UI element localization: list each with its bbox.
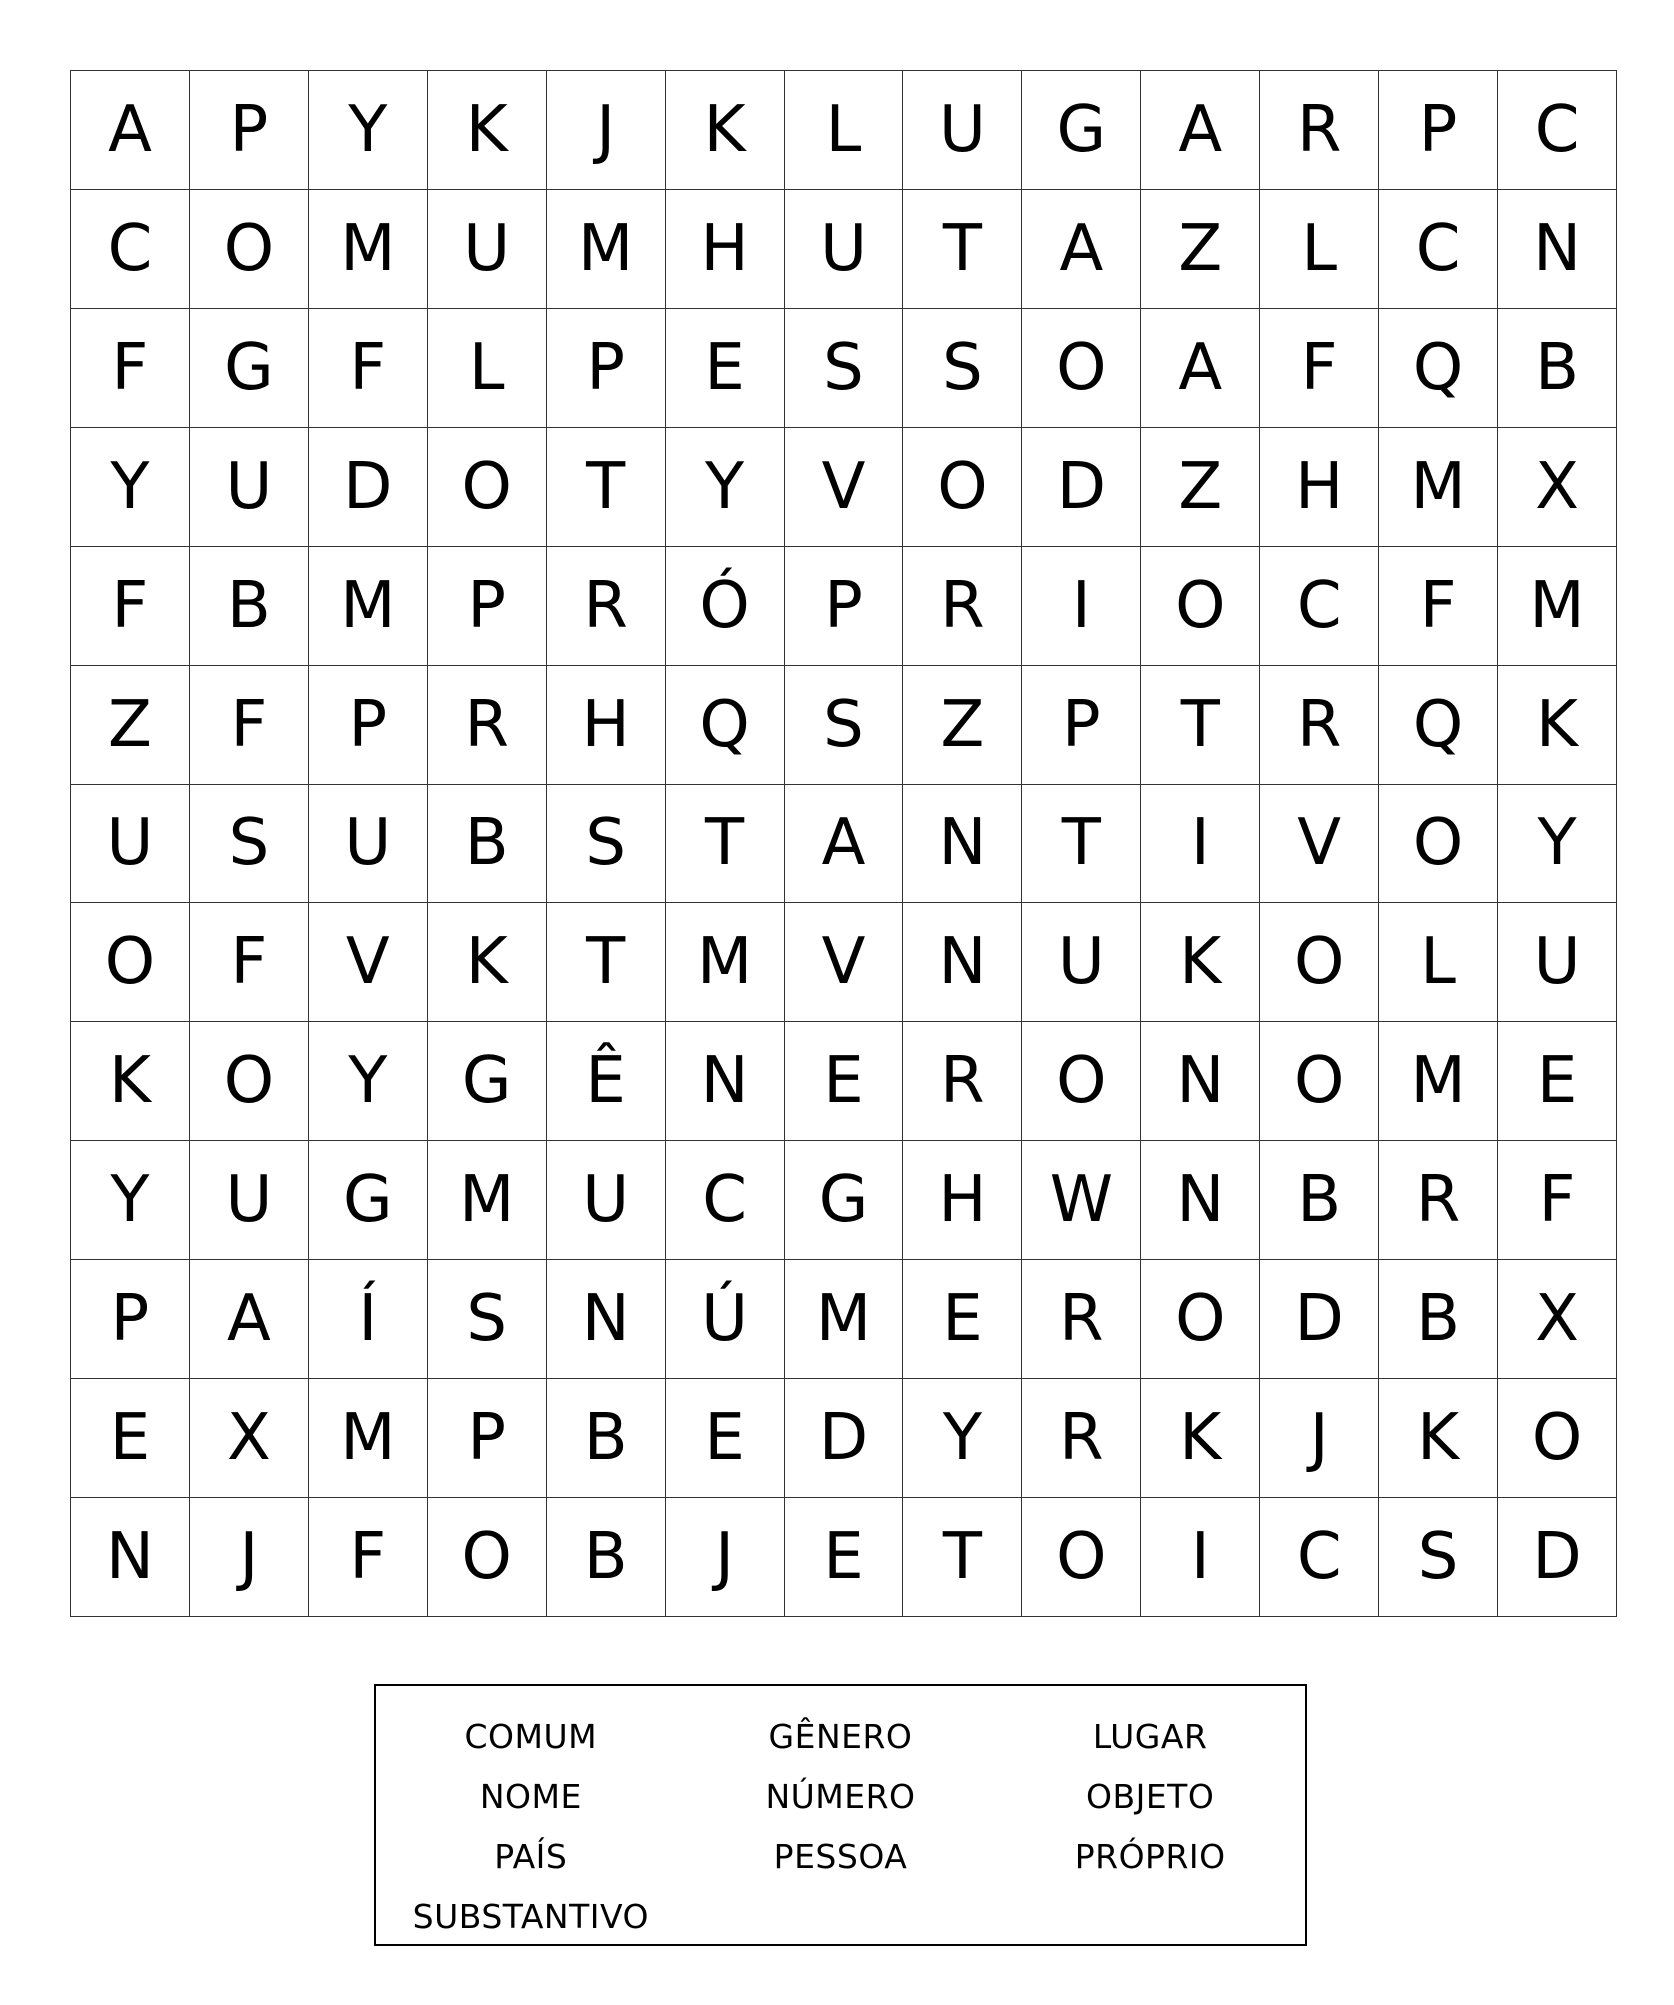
grid-cell[interactable]: K (71, 1022, 190, 1141)
grid-cell[interactable]: U (1022, 903, 1141, 1022)
grid-cell[interactable]: R (1022, 1379, 1141, 1498)
grid-cell[interactable]: M (309, 547, 428, 666)
grid-cell[interactable]: C (1260, 547, 1379, 666)
grid-cell[interactable]: Y (903, 1379, 1022, 1498)
grid-cell[interactable]: G (309, 1141, 428, 1260)
grid-cell[interactable]: M (785, 1260, 904, 1379)
grid-cell[interactable]: P (428, 1379, 547, 1498)
word-list-item: PAÍS (494, 1836, 568, 1876)
word-list-item: GÊNERO (768, 1716, 913, 1756)
grid-cell[interactable]: L (428, 309, 547, 428)
grid-cell[interactable]: F (1498, 1141, 1617, 1260)
grid-cell[interactable]: P (428, 547, 547, 666)
grid-cell[interactable]: H (903, 1141, 1022, 1260)
grid-cell[interactable]: T (903, 190, 1022, 309)
grid-cell[interactable]: E (666, 1379, 785, 1498)
grid-cell[interactable]: P (71, 1260, 190, 1379)
grid-cell[interactable]: X (190, 1379, 309, 1498)
grid-cell[interactable]: L (785, 71, 904, 190)
grid-cell[interactable]: O (428, 1498, 547, 1617)
grid-cell[interactable]: I (1141, 785, 1260, 904)
grid-cell[interactable]: T (547, 903, 666, 1022)
word-list-item: LUGAR (1092, 1716, 1208, 1756)
grid-cell[interactable]: R (1022, 1260, 1141, 1379)
grid-cell[interactable]: Z (903, 666, 1022, 785)
grid-cell[interactable]: J (666, 1498, 785, 1617)
grid-cell[interactable]: O (1260, 903, 1379, 1022)
grid-cell[interactable]: G (428, 1022, 547, 1141)
grid-cell[interactable]: U (71, 785, 190, 904)
grid-cell[interactable]: M (547, 190, 666, 309)
grid-cell[interactable]: P (309, 666, 428, 785)
grid-cell[interactable]: Q (1379, 309, 1498, 428)
grid-cell[interactable]: L (1260, 190, 1379, 309)
grid-cell[interactable]: B (547, 1379, 666, 1498)
grid-cell[interactable]: E (785, 1022, 904, 1141)
grid-cell[interactable]: C (1260, 1498, 1379, 1617)
grid-cell[interactable]: U (428, 190, 547, 309)
word-list-item: PRÓPRIO (1074, 1836, 1226, 1876)
grid-cell[interactable]: S (785, 309, 904, 428)
grid-cell[interactable]: V (1260, 785, 1379, 904)
grid-cell[interactable]: O (1260, 1022, 1379, 1141)
grid-cell[interactable]: Q (1379, 666, 1498, 785)
word-list-item: OBJETO (1085, 1776, 1215, 1816)
grid-cell[interactable]: K (1379, 1379, 1498, 1498)
grid-cell[interactable]: B (1379, 1260, 1498, 1379)
grid-cell[interactable]: A (1141, 71, 1260, 190)
grid-cell[interactable]: U (785, 190, 904, 309)
grid-cell[interactable]: E (71, 1379, 190, 1498)
grid-cell[interactable]: A (1022, 190, 1141, 309)
grid-cell[interactable]: N (1141, 1141, 1260, 1260)
grid-cell[interactable]: Ú (666, 1260, 785, 1379)
grid-cell[interactable]: R (1260, 71, 1379, 190)
grid-cell[interactable]: O (190, 190, 309, 309)
grid-cell[interactable]: V (785, 428, 904, 547)
grid-cell[interactable]: E (785, 1498, 904, 1617)
grid-cell[interactable]: O (1022, 309, 1141, 428)
grid-cell[interactable]: D (1498, 1498, 1617, 1617)
grid-cell[interactable]: M (428, 1141, 547, 1260)
grid-cell[interactable]: M (1379, 1022, 1498, 1141)
grid-cell[interactable]: Y (1498, 785, 1617, 904)
grid-cell[interactable]: Z (71, 666, 190, 785)
grid-cell[interactable]: F (71, 309, 190, 428)
grid-cell[interactable]: N (547, 1260, 666, 1379)
grid-cell[interactable]: C (1498, 71, 1617, 190)
grid-cell[interactable]: Z (1141, 190, 1260, 309)
grid-cell[interactable]: G (785, 1141, 904, 1260)
grid-cell[interactable]: Y (71, 428, 190, 547)
grid-cell[interactable]: J (1260, 1379, 1379, 1498)
grid-cell[interactable]: O (1141, 547, 1260, 666)
grid-cell[interactable]: K (428, 903, 547, 1022)
grid-cell[interactable]: O (190, 1022, 309, 1141)
grid-cell[interactable]: R (903, 547, 1022, 666)
grid-cell[interactable]: O (1379, 785, 1498, 904)
grid-cell[interactable]: U (190, 1141, 309, 1260)
grid-cell[interactable]: F (1379, 547, 1498, 666)
grid-cell[interactable]: U (547, 1141, 666, 1260)
grid-cell[interactable]: Z (1141, 428, 1260, 547)
grid-cell[interactable]: O (1022, 1022, 1141, 1141)
grid-cell[interactable]: F (190, 903, 309, 1022)
grid-cell[interactable]: T (547, 428, 666, 547)
grid-cell[interactable]: X (1498, 428, 1617, 547)
grid-cell[interactable]: J (190, 1498, 309, 1617)
grid-cell[interactable]: Y (71, 1141, 190, 1260)
grid-cell[interactable]: K (1498, 666, 1617, 785)
grid-cell[interactable]: S (785, 666, 904, 785)
grid-cell[interactable]: V (785, 903, 904, 1022)
grid-cell[interactable]: N (903, 903, 1022, 1022)
grid-cell[interactable]: O (1498, 1379, 1617, 1498)
grid-cell[interactable]: T (903, 1498, 1022, 1617)
grid-cell[interactable]: B (190, 547, 309, 666)
grid-cell[interactable]: K (428, 71, 547, 190)
grid-cell[interactable]: Y (666, 428, 785, 547)
grid-cell[interactable]: H (666, 190, 785, 309)
grid-cell[interactable]: Ê (547, 1022, 666, 1141)
grid-cell[interactable]: D (1260, 1260, 1379, 1379)
letter-grid (70, 70, 1617, 1617)
grid-cell[interactable]: Ó (666, 547, 785, 666)
grid-cell[interactable]: A (1141, 309, 1260, 428)
grid-cell[interactable]: M (1498, 547, 1617, 666)
grid-cell[interactable]: S (190, 785, 309, 904)
grid-cell[interactable]: F (1260, 309, 1379, 428)
word-list-item: COMUM (464, 1716, 598, 1756)
grid-cell[interactable]: B (547, 1498, 666, 1617)
grid-cell[interactable]: G (190, 309, 309, 428)
grid-cell[interactable]: E (1498, 1022, 1617, 1141)
grid-cell[interactable]: F (71, 547, 190, 666)
grid-cell[interactable]: I (1022, 547, 1141, 666)
grid-cell[interactable]: C (1379, 190, 1498, 309)
word-list-item: PESSOA (773, 1836, 908, 1876)
grid-cell[interactable]: A (71, 71, 190, 190)
grid-cell[interactable]: D (1022, 428, 1141, 547)
grid-cell[interactable]: Q (666, 666, 785, 785)
grid-cell[interactable]: X (1498, 1260, 1617, 1379)
grid-cell[interactable]: D (785, 1379, 904, 1498)
grid-cell[interactable]: K (1141, 1379, 1260, 1498)
grid-cell[interactable]: R (1379, 1141, 1498, 1260)
grid-cell[interactable]: U (309, 785, 428, 904)
grid-cell[interactable]: U (1498, 903, 1617, 1022)
grid-cell[interactable]: O (428, 428, 547, 547)
grid-cell[interactable]: N (1498, 190, 1617, 309)
grid-cell[interactable]: B (428, 785, 547, 904)
grid-cell[interactable]: O (71, 903, 190, 1022)
grid-cell[interactable]: P (190, 71, 309, 190)
grid-cell[interactable]: E (903, 1260, 1022, 1379)
grid-cell[interactable]: B (1498, 309, 1617, 428)
grid-cell[interactable]: H (1260, 428, 1379, 547)
word-list-item: NÚMERO (765, 1776, 916, 1816)
grid-cell[interactable]: M (309, 190, 428, 309)
grid-cell[interactable]: Í (309, 1260, 428, 1379)
grid-cell[interactable]: P (547, 309, 666, 428)
grid-cell[interactable]: F (309, 1498, 428, 1617)
grid-cell[interactable]: V (309, 903, 428, 1022)
grid-cell[interactable]: U (190, 428, 309, 547)
grid-cell[interactable]: N (666, 1022, 785, 1141)
grid-cell[interactable]: P (1022, 666, 1141, 785)
grid-cell[interactable]: M (666, 903, 785, 1022)
grid-cell[interactable]: N (1141, 1022, 1260, 1141)
grid-cell[interactable]: L (1379, 903, 1498, 1022)
grid-cell[interactable]: R (1260, 666, 1379, 785)
grid-cell[interactable]: P (1379, 71, 1498, 190)
grid-cell[interactable]: C (666, 1141, 785, 1260)
grid-cell[interactable]: S (903, 309, 1022, 428)
grid-cell[interactable]: Y (309, 71, 428, 190)
grid-cell[interactable]: U (903, 71, 1022, 190)
grid-cell[interactable]: A (190, 1260, 309, 1379)
grid-cell[interactable]: R (903, 1022, 1022, 1141)
grid-cell[interactable]: N (71, 1498, 190, 1617)
word-list-item: NOME (479, 1776, 582, 1816)
grid-cell[interactable]: R (547, 547, 666, 666)
grid-cell[interactable]: S (1379, 1498, 1498, 1617)
grid-cell[interactable]: F (190, 666, 309, 785)
grid-cell[interactable]: S (547, 785, 666, 904)
grid-cell[interactable]: S (428, 1260, 547, 1379)
grid-cell[interactable]: D (309, 428, 428, 547)
grid-cell[interactable]: I (1141, 1498, 1260, 1617)
grid-cell[interactable]: C (71, 190, 190, 309)
word-list (374, 1684, 1307, 1946)
grid-cell[interactable]: R (428, 666, 547, 785)
grid-cell[interactable]: B (1260, 1141, 1379, 1260)
grid-cell[interactable]: J (547, 71, 666, 190)
grid-cell[interactable]: T (1022, 785, 1141, 904)
grid-cell[interactable]: O (903, 428, 1022, 547)
word-list-item: SUBSTANTIVO (412, 1896, 649, 1936)
grid-cell[interactable]: A (785, 785, 904, 904)
grid-cell[interactable]: W (1022, 1141, 1141, 1260)
grid-cell[interactable]: T (1141, 666, 1260, 785)
grid-cell[interactable]: K (666, 71, 785, 190)
grid-cell[interactable]: F (309, 309, 428, 428)
grid-cell[interactable]: H (547, 666, 666, 785)
grid-cell[interactable]: M (309, 1379, 428, 1498)
grid-cell[interactable]: O (1141, 1260, 1260, 1379)
grid-cell[interactable]: K (1141, 903, 1260, 1022)
grid-cell[interactable]: O (1022, 1498, 1141, 1617)
grid-cell[interactable]: N (903, 785, 1022, 904)
grid-cell[interactable]: T (666, 785, 785, 904)
grid-cell[interactable]: P (785, 547, 904, 666)
grid-cell[interactable]: G (1022, 71, 1141, 190)
grid-cell[interactable]: E (666, 309, 785, 428)
grid-cell[interactable]: M (1379, 428, 1498, 547)
grid-cell[interactable]: Y (309, 1022, 428, 1141)
